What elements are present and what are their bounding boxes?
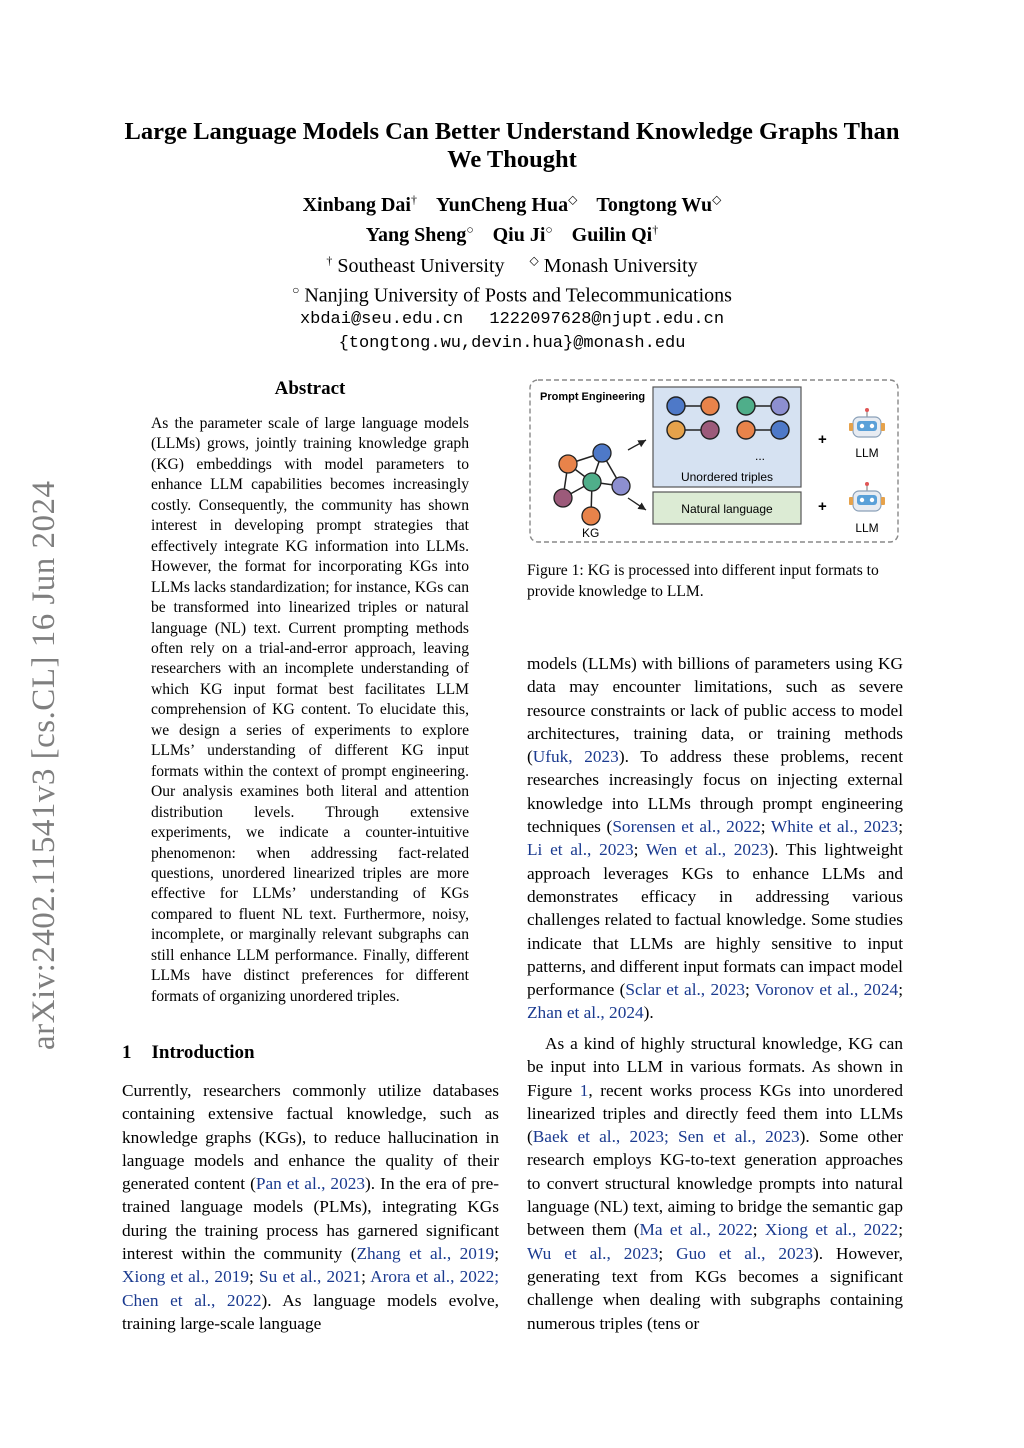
email[interactable]: {tongtong.wu,devin.hua}@monash.edu <box>338 333 686 353</box>
citation-link[interactable]: Sclar et al., 2023 <box>625 980 746 1000</box>
author-block <box>110 187 914 356</box>
abstract-text: As the parameter scale of large language models (LLMs) grows, jointly training knowledge graph (KG) embeddings with model parameters to enhance LLM capabilities becomes increasingly costly. Consequently, the community has shown interest in developing prompt strategies that effectively integrate KG information into LLMs. However, the format for incorporating KGs into LLMs lacks standardization; for instance, KGs can be transformed into linearized triples or natural language (NL) text. Current prompting methods often rely on a trial-and-error approach, leaving researchers with an incomplete understanding of which KG input format best facilitates LLM comprehension of KG content. To elucidate this, we design a series of experiments to explore LLMs’ understanding of different KG input formats within the context of prompt engineering. Our analysis examines both literal and attention distribution levels. Through extensive experiments, we indicate a counter-intuitive phenomenon: when addressing fact-related questions, unordered linearized triples are more effective for LLMs’ understanding of KGs compared to fluent NL text. Furthermore, noisy, incomplete, or marginally relevant subgraphs can still enhance LLM performance. Finally, different LLMs have distinct preferences for different formats of organizing unordered triples. <box>151 415 469 1005</box>
email[interactable]: 1222097628@njupt.edu.cn <box>489 309 725 329</box>
citation-link[interactable]: White et al., 2023 <box>770 817 899 837</box>
citation-link[interactable]: Guo et al., 2023 <box>676 1243 813 1263</box>
kg-node <box>554 489 572 507</box>
citation-link[interactable]: Xiong et al., 2019 <box>122 1267 249 1287</box>
citation-link[interactable]: Li et al., 2023 <box>527 840 634 860</box>
affiliation: ◇ Monash University <box>529 253 698 277</box>
figure-1-caption: Figure 1: KG is processed into different input formats to provide knowledge to LLM. <box>527 562 879 600</box>
email[interactable]: xbdai@seu.edu.cn <box>299 309 464 329</box>
affiliation-row-2: ○ Nanjing University of Posts and Telecommunications <box>292 282 732 307</box>
author: Yang Sheng○ <box>365 222 474 247</box>
natural-language-label: Natural language <box>681 502 773 516</box>
citation-link[interactable]: Pan et al., 2023 <box>255 1174 365 1194</box>
arrow-to-triples <box>628 440 646 450</box>
citation-link[interactable]: Ufuk, 2023 <box>532 747 619 767</box>
robot-icon <box>849 408 885 437</box>
author: Xinbang Dai† <box>302 192 417 216</box>
affiliation-row-1 <box>110 248 914 278</box>
unordered-triples-label: Unordered triples <box>680 470 774 484</box>
author-row-2 <box>110 218 914 249</box>
figure-1-diagram <box>528 378 900 544</box>
kg-node <box>593 444 611 462</box>
paper-title: Large Language Models Can Better Understand Knowledge Graphs Than We Thought <box>124 118 900 173</box>
kg-node <box>559 455 577 473</box>
robot-icon <box>849 482 885 511</box>
llm-label: LLM <box>855 446 879 460</box>
author: Qiu Ji○ <box>492 222 553 247</box>
citation-link[interactable]: Voronov et al., 2024 <box>754 980 899 1000</box>
intro-paragraph-right-1: models (LLMs) with billions of parameters using KG data may encounter limitations, such as severe resource constraints or lack of public access to model architectures, training data, or training methods (Ufuk, 2023). To address these problems, recent researches increasingly focus on injecting external knowledge into LLMs through prompt engineering techniques (Sorensen et al., 2022; White et al., 2023; Li et al., 2023; Wen et al., 2023). This lightweight approach leverages KGs to enhance LLMs and demonstrates efficacy in addressing various challenges related to factual knowledge. Some studies indicate that LLMs are highly sensitive to input patterns, and different input formats can impact model performance (Sclar et al., 2023; Voronov et al., 2024; Zhan et al., 2024). <box>527 654 904 1023</box>
author: Tongtong Wu◇ <box>596 192 722 216</box>
citation-link[interactable]: Zhan et al., 2024 <box>527 1003 644 1023</box>
kg-label: KG <box>582 526 600 540</box>
affiliation: † Southeast University <box>326 253 505 277</box>
intro-paragraph-left: Currently, researchers commonly utilize databases containing extensive factual knowledge, such as knowledge graphs (KGs), to reduce hallucination in language models and enhance the quality of their generated content (Pan et al., 2023). In the era of pre-trained language models (PLMs), integrating KGs during the training process has garnered significant interest within the community (Zhang et al., 2019; Xiong et al., 2019; Su et al., 2021; Arora et al., 2022; Chen et al., 2022). As language models evolve, training large-scale language <box>122 1081 500 1333</box>
citation-link[interactable]: Su et al., 2021 <box>259 1267 362 1287</box>
kg-node <box>612 477 630 495</box>
email-row-2 <box>110 332 914 356</box>
author-row-1 <box>110 187 914 218</box>
citation-link[interactable]: Arora et al., 2022; Chen et al., 2022 <box>122 1267 500 1310</box>
email-row-1 <box>110 308 914 332</box>
panel-title: Prompt Engineering <box>540 391 646 403</box>
arrow-to-nl <box>628 498 646 510</box>
citation-link[interactable]: Baek et al., 2023; Sen et al., 2023 <box>532 1127 800 1147</box>
author: Guilin Qi† <box>571 222 659 247</box>
kg-node <box>583 473 601 491</box>
llm-label: LLM <box>855 521 879 535</box>
section-heading: 1 Introduction <box>122 1042 255 1063</box>
citation-link[interactable]: Wu et al., 2023 <box>527 1243 659 1263</box>
citation-link[interactable]: Zhang et al., 2019 <box>356 1244 495 1264</box>
abstract-heading: Abstract <box>274 378 346 399</box>
triples-ellipsis: ... <box>755 449 766 463</box>
citation-link[interactable]: Xiong et al., 2022 <box>764 1220 899 1240</box>
plus-sign: + <box>818 498 827 515</box>
citation-link[interactable]: Ma et al., 2022 <box>639 1220 753 1240</box>
figure-reference-link[interactable]: 1 <box>579 1080 589 1100</box>
author: YunCheng Hua◇ <box>435 192 578 216</box>
citation-link[interactable]: Wen et al., 2023 <box>645 840 769 860</box>
citation-link[interactable]: Sorensen et al., 2022 <box>612 817 761 837</box>
arxiv-identifier: arXiv:2402.11541v3 [cs.CL] 16 Jun 2024 <box>26 480 62 1050</box>
kg-node <box>582 507 600 525</box>
intro-paragraph-right-2: As a kind of highly structural knowledge, KG can be input into LLM in various formats. As shown in Figure 1, recent works process KGs into unordered linearized triples and directly feed them into LLMs (Baek et al., 2023; Sen et al., 2023). Some other research employs KG-to-text generation approaches to convert structural knowledge prompts into natural language (NL) text, aiming to bridge the semantic gap between them (Ma et al., 2022; Xiong et al., 2022; Wu et al., 2023; Guo et al., 2023). However, generating text from KGs becomes a significant challenge when dealing with subgraphs containing numerous triples (tens or <box>527 1034 904 1333</box>
plus-sign: + <box>818 431 827 448</box>
